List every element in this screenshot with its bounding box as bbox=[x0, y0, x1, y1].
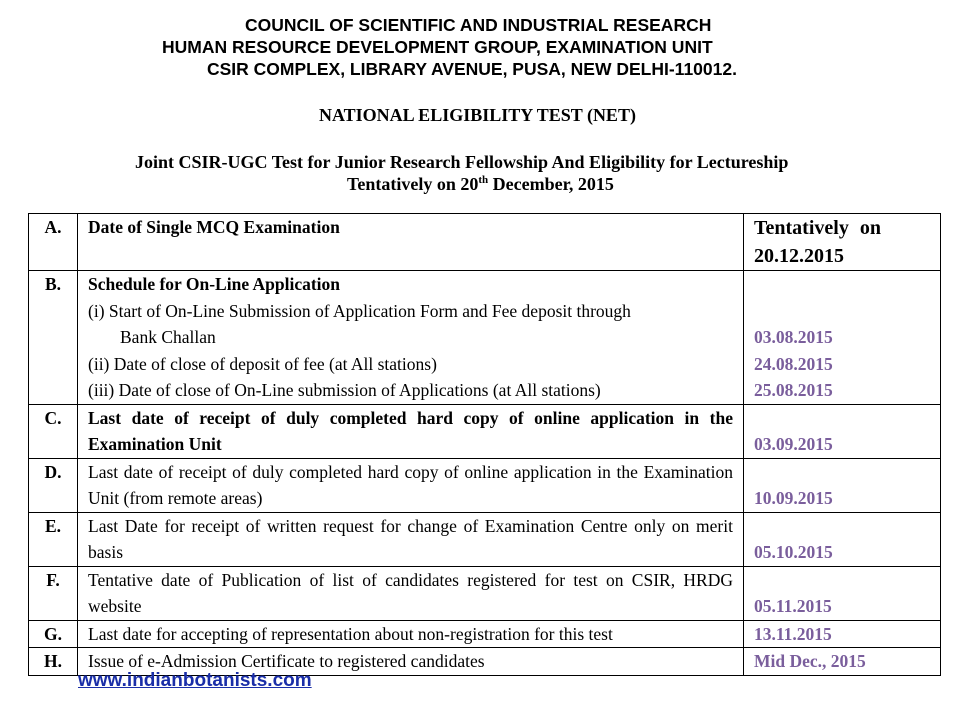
schedule-heading: Schedule for On-Line Application bbox=[88, 274, 341, 294]
date-item-2: 24.08.2015 bbox=[754, 353, 833, 374]
date-line-2: 20.12.2015 bbox=[754, 245, 844, 267]
schedule-item-2: (ii) Date of close of deposit of fee (at All stations) bbox=[88, 353, 437, 374]
row-description: Date of Single MCQ Examination bbox=[78, 214, 744, 271]
row-key: A. bbox=[29, 214, 78, 271]
website-link[interactable]: www.indianbotanists.com bbox=[78, 670, 312, 691]
row-date: 10.09.2015 bbox=[744, 458, 941, 512]
row-date bbox=[744, 271, 941, 405]
schedule-table bbox=[28, 213, 941, 676]
row-date: 03.09.2015 bbox=[744, 404, 941, 458]
header-line-1: COUNCIL OF SCIENTIFIC AND INDUSTRIAL RESEARCH bbox=[245, 15, 712, 35]
row-key: H. bbox=[29, 648, 78, 676]
table-row bbox=[29, 566, 941, 620]
header-line-2: HUMAN RESOURCE DEVELOPMENT GROUP, EXAMINATION UNIT bbox=[162, 37, 713, 57]
date-item-1: 03.08.2015 bbox=[754, 327, 833, 347]
row-key: F. bbox=[29, 566, 78, 620]
row-description bbox=[78, 271, 744, 405]
row-date bbox=[744, 214, 941, 271]
row-date: Mid Dec., 2015 bbox=[744, 648, 941, 676]
schedule-item-1-cont: Bank Challan bbox=[120, 327, 216, 347]
table-row bbox=[29, 404, 941, 458]
schedule-item-3: (iii) Date of close of On-Line submission of Applications (at All stations) bbox=[88, 380, 601, 400]
exam-title: NATIONAL ELIGIBILITY TEST (NET) bbox=[319, 105, 636, 125]
row-key: B. bbox=[29, 271, 78, 405]
row-description: Last Date for receipt of written request for change of Examination Centre only on merit basis bbox=[78, 512, 744, 566]
row-description: Last date for accepting of representation about non-registration for this test bbox=[78, 620, 744, 648]
schedule-item-1: (i) Start of On-Line Submission of Application Form and Fee deposit through bbox=[88, 300, 631, 321]
row-key: G. bbox=[29, 620, 78, 648]
row-description: Last date of receipt of duly completed hard copy of online application in the Examination Unit bbox=[78, 404, 744, 458]
date-item-3: 25.08.2015 bbox=[754, 380, 833, 400]
row-date: 05.11.2015 bbox=[744, 566, 941, 620]
table-row bbox=[29, 458, 941, 512]
row-date: 13.11.2015 bbox=[744, 620, 941, 648]
row-description: Tentative date of Publication of list of candidates registered for test on CSIR, HRDG website bbox=[78, 566, 744, 620]
table-row bbox=[29, 620, 941, 648]
date-line-1: Tentatively on bbox=[754, 217, 881, 239]
row-description: Issue of e-Admission Certificate to registered candidates bbox=[78, 648, 744, 676]
row-key: C. bbox=[29, 404, 78, 458]
table-row bbox=[29, 214, 941, 271]
subtitle-line-1: Joint CSIR-UGC Test for Junior Research Fellowship And Eligibility for Lectureship bbox=[135, 152, 789, 172]
row-key: D. bbox=[29, 458, 78, 512]
table-row bbox=[29, 512, 941, 566]
subtitle-line-2: Tentatively on 20th December, 2015 bbox=[347, 174, 614, 194]
table-row bbox=[29, 271, 941, 405]
row-key: E. bbox=[29, 512, 78, 566]
row-description: Last date of receipt of duly completed hard copy of online application in the Examination Unit (from remote areas) bbox=[78, 458, 744, 512]
row-date: 05.10.2015 bbox=[744, 512, 941, 566]
header-line-3: CSIR COMPLEX, LIBRARY AVENUE, PUSA, NEW DELHI-110012. bbox=[207, 59, 737, 79]
